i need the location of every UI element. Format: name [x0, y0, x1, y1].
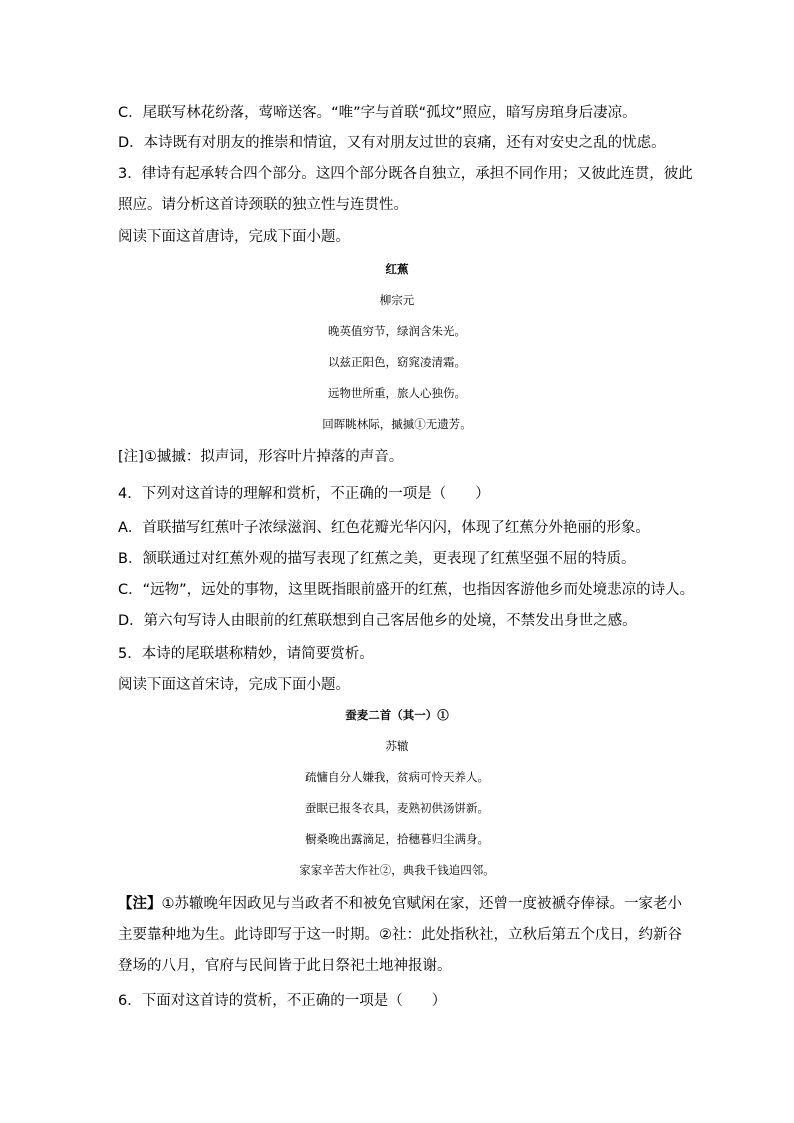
note-label: 【注】 — [118, 896, 162, 912]
poem1-author: 柳宗元 — [379, 293, 415, 307]
q3-stem-line2: 照应。请分析这首诗颈联的独立性与连贯性。 — [118, 197, 408, 213]
poem2-line: 家家辛苦大作社②，典我千钱追四邻。 — [299, 863, 495, 877]
poem1-title: 红蕉 — [385, 262, 409, 276]
poem2-line: 橱桑晚出露滴足，拾穗暮归尘满身。 — [305, 832, 489, 846]
poem1-line: 远物世所重，旅人心独伤。 — [328, 386, 466, 400]
q4-option-b: B．颔联通过对红蕉外观的描写表现了红蕉之美，更表现了红蕉坚强不屈的特质。 — [118, 551, 636, 567]
note-text: ①苏辙晚年因政见与当政者不和被免官赋闲在家，还曾一度被褫夺俸禄。一家老小 — [161, 896, 682, 912]
q6-stem: 6．下面对这首诗的赏析，不正确的一项是（ ） — [118, 993, 447, 1009]
poem1-line: 以兹正阳色，窈窕凌清霜。 — [328, 355, 466, 369]
q2-option-d: D．本诗既有对朋友的推崇和情谊，又有对朋友过世的哀痛，还有对安史之乱的忧虑。 — [118, 135, 666, 151]
q3-stem-line1: 3．律诗有起承转合四个部分。这四个部分既各自独立，承担不同作用；又彼此连贯，彼此 — [118, 166, 693, 182]
intro-tang-poem: 阅读下面这首唐诗，完成下面小题。 — [118, 229, 350, 245]
poem2-title: 蚕麦二首（其一）① — [345, 708, 449, 722]
poem1-line: 晚英值穷节，绿润含朱光。 — [328, 324, 466, 338]
q2-option-c: C．尾联写林花纷落，莺啼送客。“唯”字与首联“孤坟”照应，暗写房琯身后凄凉。 — [118, 105, 637, 121]
intro-song-poem: 阅读下面这首宋诗，完成下面小题。 — [118, 677, 350, 693]
q4-option-c: C．“远物”，远处的事物，这里既指眼前盛开的红蕉，也指因客游他乡而处境悲凉的诗人。 — [118, 582, 695, 598]
q4-option-a: A．首联描写红蕉叶子浓绿滋润、红色花瓣光华闪闪，体现了红蕉分外艳丽的形象。 — [118, 520, 650, 536]
q5-stem: 5．本诗的尾联堪称精妙，请简要赏析。 — [118, 646, 374, 662]
q4-stem: 4．下列对这首诗的理解和赏析，不正确的一项是（ ） — [118, 486, 490, 502]
poem2-note-line3: 登场的八月，官府与民间皆于此日祭祀土地神报谢。 — [118, 958, 452, 974]
poem1-note: [注]①摵摵：拟声词，形容叶片掉落的声音。 — [118, 449, 404, 465]
poem1-line: 回晖眺林际，摵摵①无遗芳。 — [322, 417, 472, 431]
poem2-note-line2: 主要靠种地为生。此诗即写于这一时期。②社：此处指秋社，立秋后第五个戊日，约新谷 — [118, 927, 682, 943]
poem2-line: 疏慵自分人嫌我，贫病可怜天养人。 — [305, 770, 489, 784]
poem2-author: 苏辙 — [385, 739, 409, 753]
poem2-note-line1 — [118, 894, 682, 914]
poem2-line: 蚕眠已报冬衣具，麦熟初供汤饼新。 — [305, 801, 489, 815]
q4-option-d: D．第六句写诗人由眼前的红蕉联想到自己客居他乡的处境，不禁发出身世之感。 — [118, 613, 637, 629]
